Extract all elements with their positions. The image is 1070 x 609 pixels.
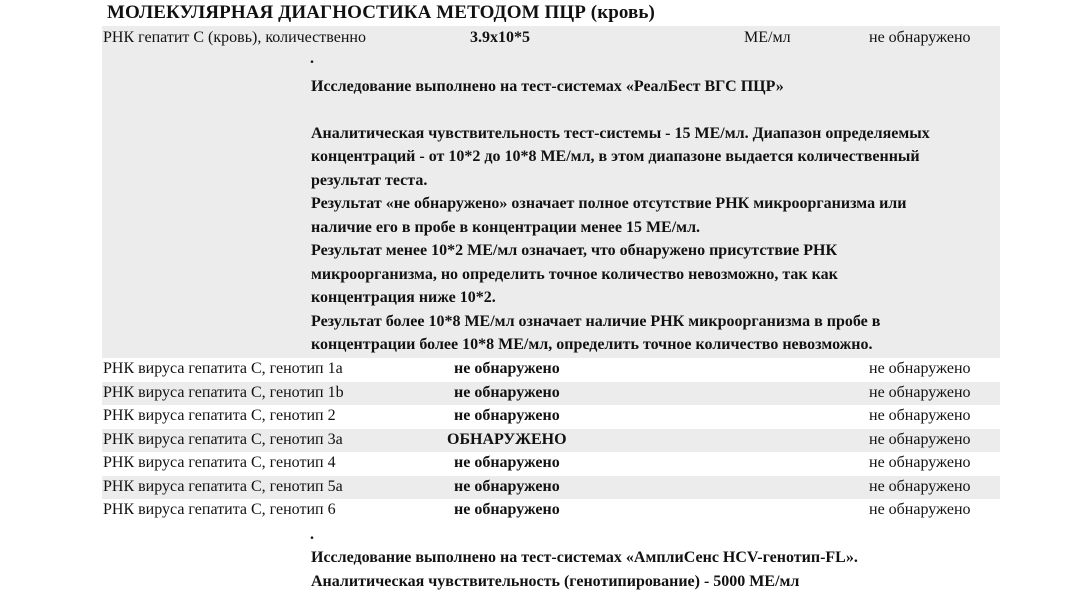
genotype-name: РНК вируса гепатита С, генотип 1a	[103, 360, 343, 377]
table-row	[102, 429, 1000, 453]
genotype-notes	[311, 546, 1011, 593]
genotype-table	[102, 358, 1000, 523]
table-row	[102, 476, 1000, 500]
genotype-reference: не обнаружено	[869, 407, 971, 424]
note-sensitivity: Аналитическая чувствительность (генотипирование) - 5000 МЕ/мл	[311, 572, 800, 590]
genotype-name: РНК вируса гепатита С, генотип 5a	[103, 477, 343, 495]
genotype-reference: не обнаружено	[869, 360, 971, 377]
genotype-name: РНК вируса гепатита С, генотип 2	[103, 407, 336, 424]
genotype-result: не обнаружено	[454, 477, 560, 495]
note-line: Аналитическая чувствительность тест-системы - 15 МЕ/мл. Диапазон определяемых	[311, 124, 930, 142]
note-test-system: Исследование выполнено на тест-системах «РеалБест ВГС ПЦР»	[311, 78, 784, 95]
note-line: микроорганизма, но определить точное количество невозможно, так как	[311, 265, 838, 283]
table-row	[102, 452, 1000, 476]
note-line: концентрация ниже 10*2.	[311, 289, 496, 306]
genotype-result: не обнаружено	[454, 407, 560, 424]
genotype-reference: не обнаружено	[869, 501, 971, 518]
note-line: Результат «не обнаружено» означает полное отсутствие РНК микроорганизма или	[311, 195, 907, 212]
genotype-name: РНК вируса гепатита С, генотип 3a	[103, 430, 343, 448]
genotype-reference: не обнаружено	[869, 430, 971, 448]
genotype-result: не обнаружено	[454, 454, 560, 471]
genotype-name: РНК вируса гепатита С, генотип 1b	[103, 383, 344, 401]
separator-dot: .	[310, 526, 314, 543]
genotype-reference: не обнаружено	[869, 383, 971, 401]
genotype-reference: не обнаружено	[869, 477, 971, 495]
note-line: результат теста.	[311, 171, 428, 189]
genotype-result: не обнаружено	[454, 501, 560, 518]
genotype-name: РНК вируса гепатита С, генотип 6	[103, 501, 336, 518]
genotype-name: РНК вируса гепатита С, генотип 4	[103, 454, 336, 471]
note-line: наличие его в пробе в концентрации менее 15 МЕ/мл.	[311, 218, 701, 236]
table-row	[102, 358, 1000, 382]
table-row	[102, 382, 1000, 406]
separator-dot: .	[310, 50, 314, 67]
note-line: Результат менее 10*2 МЕ/мл означает, что обнаружено присутствие РНК	[311, 242, 838, 259]
genotype-result-positive: ОБНАРУЖЕНО	[447, 430, 567, 448]
section-title: МОЛЕКУЛЯРНАЯ ДИАГНОСТИКА МЕТОДОМ ПЦР (кровь)	[107, 2, 655, 23]
quantitative-notes	[311, 75, 1011, 357]
note-line: концентраций - от 10*2 до 10*8 МЕ/мл, в этом диапазоне выдается количественный	[311, 148, 920, 165]
note-line: Результат более 10*8 МЕ/мл означает наличие РНК микроорганизма в пробе в	[311, 312, 881, 330]
note-line: концентрации более 10*8 МЕ/мл, определить точное количество невозможно.	[311, 336, 873, 353]
test-name: РНК гепатит С (кровь), количественно	[103, 29, 366, 46]
table-row	[102, 405, 1000, 429]
test-value: 3.9x10*5	[470, 29, 530, 46]
genotype-result: не обнаружено	[454, 383, 560, 401]
genotype-result: не обнаружено	[454, 360, 560, 377]
test-reference: не обнаружено	[869, 29, 971, 46]
test-unit: МЕ/мл	[744, 29, 791, 46]
table-row	[102, 499, 1000, 523]
note-test-system: Исследование выполнено на тест-системах «АмплиСенс HCV-генотип-FL».	[311, 549, 858, 566]
genotype-reference: не обнаружено	[869, 454, 971, 471]
